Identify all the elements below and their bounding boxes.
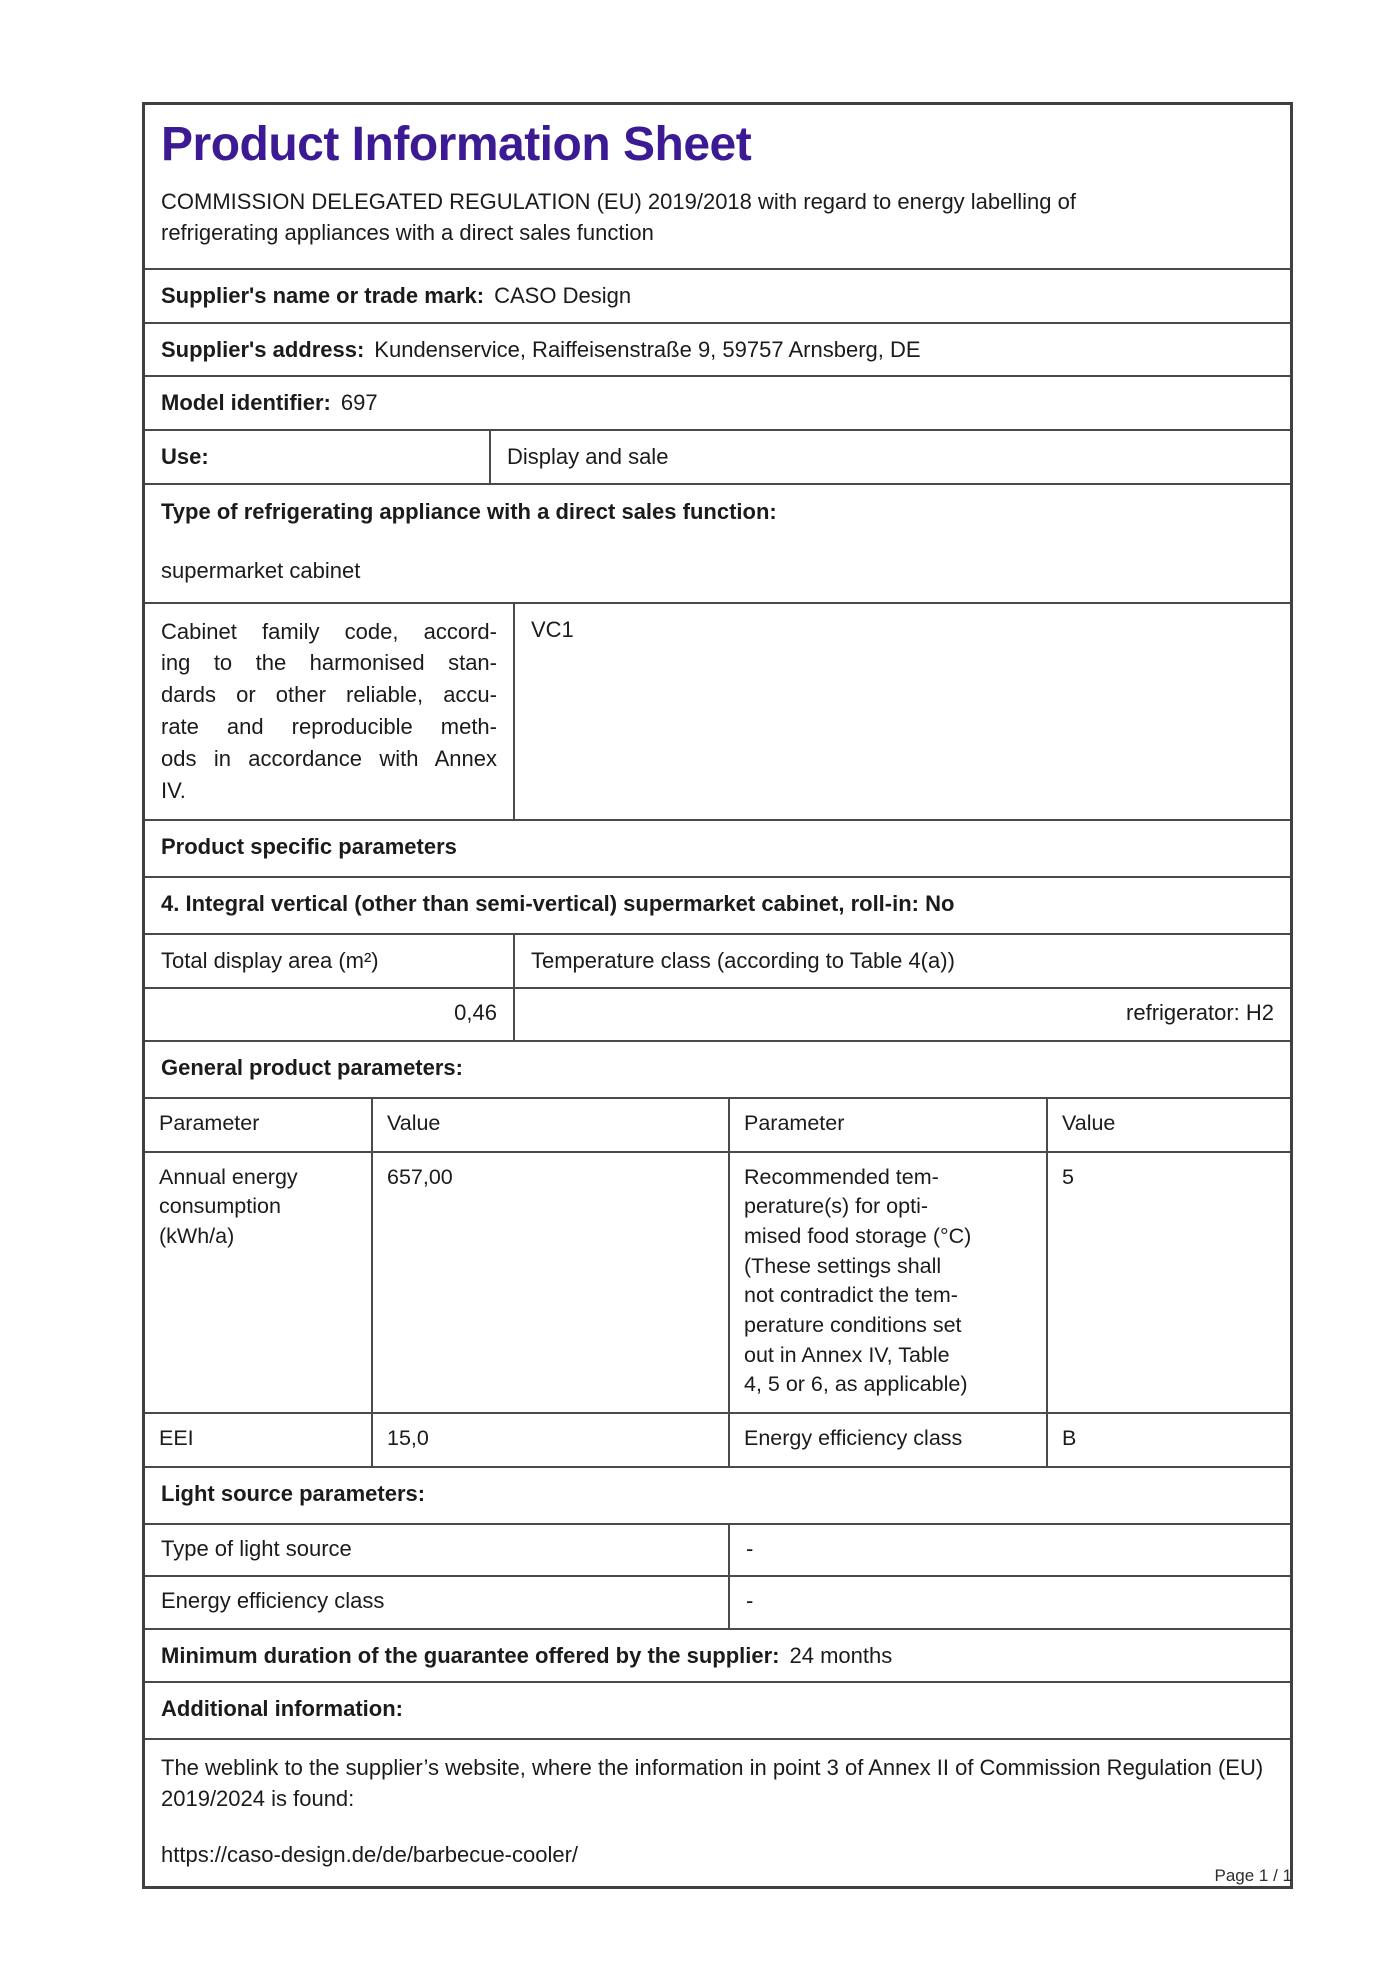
light-efficiency-class-row: [145, 1575, 1290, 1628]
appliance-type-label: Type of refrigerating appliance with a direct sales function:: [161, 499, 777, 525]
display-area-label: Total display area (m²): [161, 947, 379, 973]
product-specific-header: Product specific parameters: [145, 819, 1290, 876]
general-table-header-row: [145, 1097, 1290, 1151]
column-header-parameter-2: Parameter: [728, 1099, 1046, 1151]
use-row: [145, 429, 1290, 484]
energy-efficiency-class-value: B: [1046, 1414, 1290, 1466]
weblink-row: [145, 1738, 1290, 1886]
weblink-url: https://caso-design.de/de/barbecue-cooler/: [161, 1842, 579, 1868]
supplier-address-value: Kundenservice, Raiffeisenstraße 9, 59757 Arnsberg, DE: [374, 336, 921, 362]
display-area-values-row: [145, 987, 1290, 1040]
supplier-address-row: [145, 322, 1290, 376]
recommended-temperature-label: Recommended tem- perature(s) for opti- mised food storage (°C) (These settings shall not contradict the tem- perature conditions set out in Annex IV, Table 4, 5 or 6, as applicable): [728, 1153, 1046, 1412]
supplier-name-value: CASO Design: [494, 283, 632, 309]
cabinet-family-row: [145, 602, 1290, 819]
general-table-row-eei: [145, 1412, 1290, 1466]
energy-efficiency-class-label: Energy efficiency class: [728, 1414, 1046, 1466]
column-header-value-2: Value: [1046, 1099, 1290, 1151]
use-label: Use:: [161, 443, 209, 469]
light-efficiency-class-value: -: [728, 1577, 1290, 1628]
display-area-value: 0,46: [454, 1000, 497, 1026]
recommended-temperature-value: 5: [1046, 1153, 1290, 1412]
cabinet-family-value: VC1: [513, 604, 1290, 819]
model-identifier-label: Model identifier:: [161, 390, 331, 416]
light-efficiency-class-label: Energy efficiency class: [161, 1588, 385, 1614]
use-value: Display and sale: [489, 431, 1290, 484]
additional-information-header: Additional information:: [145, 1681, 1290, 1738]
annual-energy-value: 657,00: [371, 1153, 728, 1412]
light-source-type-row: [145, 1523, 1290, 1576]
model-identifier-value: 697: [340, 390, 378, 416]
guarantee-label: Minimum duration of the guarantee offered by the supplier:: [161, 1642, 780, 1668]
temperature-class-label: Temperature class (according to Table 4(a)): [513, 935, 1290, 988]
appliance-type-row: [145, 483, 1290, 601]
supplier-address-label: Supplier's address:: [161, 336, 365, 362]
regulation-subtitle: COMMISSION DELEGATED REGULATION (EU) 2019/2018 with regard to energy labelling of refrigerating appliances with a direct sales function: [161, 188, 1076, 246]
column-header-value-1: Value: [371, 1099, 728, 1151]
annual-energy-label: Annual energy consumption (kWh/a): [159, 1164, 298, 1249]
cabinet-family-label: Cabinet family code, accord- ing to the harmonised stan- dards or other reliable, accu- rate and reproducible meth- ods in accordance with Annex IV.: [161, 618, 497, 803]
product-information-sheet: [142, 102, 1293, 1889]
page-number: Page 1 / 1: [1214, 1866, 1292, 1885]
eei-label: EEI: [159, 1425, 194, 1450]
section4-title: 4. Integral vertical (other than semi-vertical) supermarket cabinet, roll-in: No: [145, 876, 1290, 933]
general-table-row-energy: [145, 1151, 1290, 1412]
column-header-parameter-1: Parameter: [159, 1111, 260, 1136]
light-source-header: Light source parameters:: [145, 1466, 1290, 1523]
eei-value: 15,0: [371, 1414, 728, 1466]
weblink-description: The weblink to the supplier’s website, where the information in point 3 of Annex II of Commission Regulation (EU) 2019/2024 is found:: [161, 1755, 1264, 1811]
guarantee-value: 24 months: [789, 1642, 893, 1668]
page-title: Product Information Sheet: [161, 118, 752, 171]
supplier-name-label: Supplier's name or trade mark:: [161, 283, 485, 309]
light-source-type-value: -: [728, 1525, 1290, 1576]
display-area-header-row: [145, 933, 1290, 988]
general-parameters-header: General product parameters:: [145, 1040, 1290, 1097]
temperature-class-value: refrigerator: H2: [513, 989, 1290, 1040]
model-identifier-row: [145, 375, 1290, 429]
light-source-type-label: Type of light source: [161, 1535, 352, 1561]
guarantee-row: [145, 1628, 1290, 1682]
header-block: [145, 105, 1290, 268]
appliance-type-value: supermarket cabinet: [161, 557, 361, 583]
supplier-name-row: [145, 268, 1290, 322]
